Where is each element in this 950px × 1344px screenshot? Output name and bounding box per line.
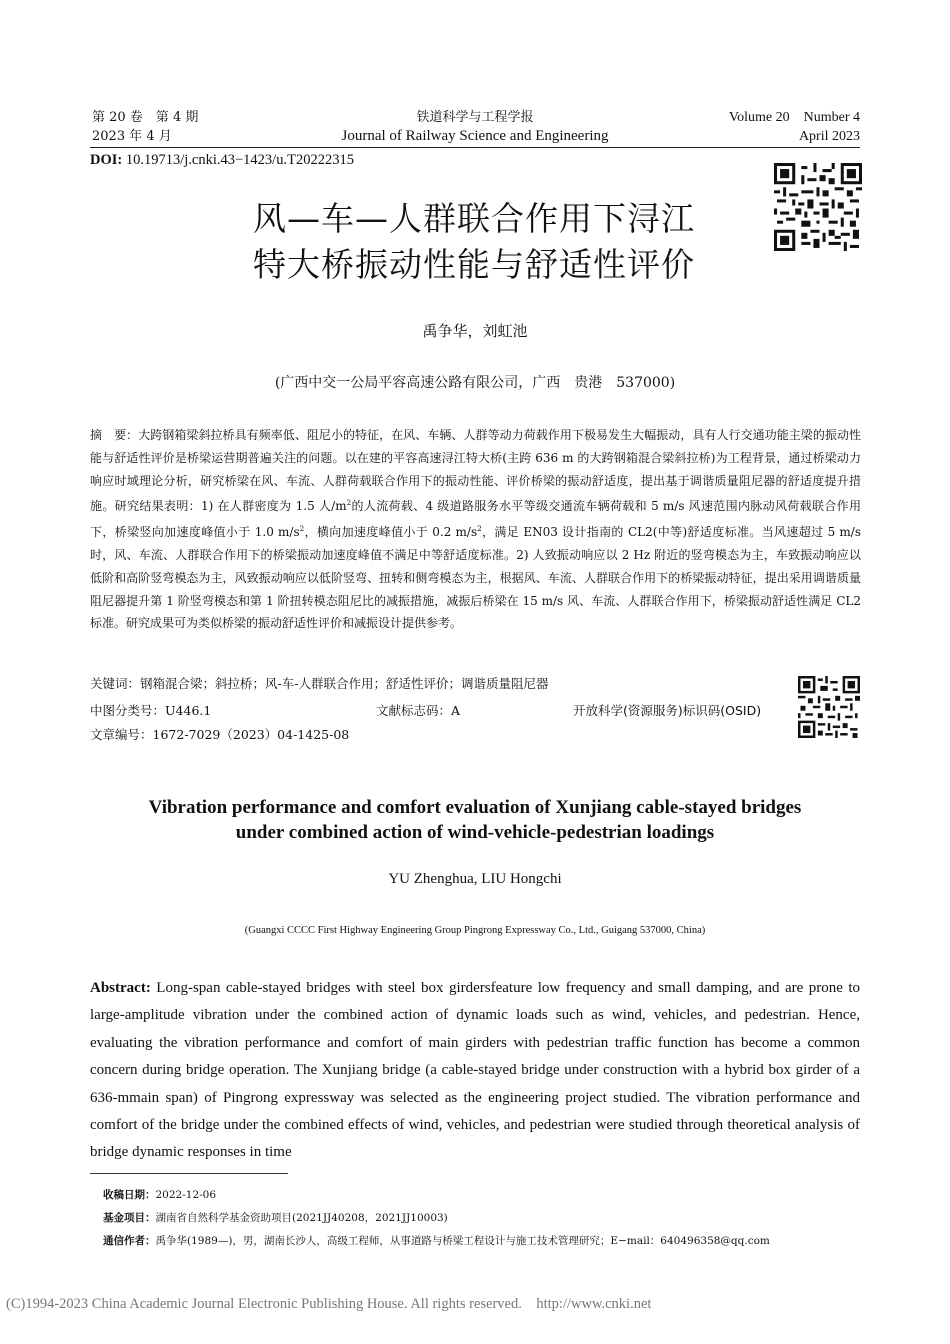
abstract-cn-part3: ，横向加速度峰值小于 0.2 m/s [304,525,478,540]
article-number-label: 文章编号： [90,727,153,742]
footnotes [103,1184,863,1253]
date-cn: 2023 年 4 月 [92,129,172,144]
affiliation-en: (Guangxi CCCC First Highway Engineering Group Pingrong Expressway Co., Ltd., Guigang 537000, China) [244,925,706,936]
doi-line [90,152,354,169]
abstract-en-text: Long-span cable-stayed bridges with steel box girdersfeature low frequency and small damping, and are prone to large-amplitude vibration under the combined action of dynamic loads such as wind, vehicles, and pedestrian. Hence, evaluating the vibration performance and comfort of main girders with pedestrian traffic function has become a common concern during bridge operation. The Xunjiang bridge (a cable-stayed bridge under construction with a hybrid box girder of a 636-mmain span) of Pingrong expressway was selected as the engineering project studied. The vibration performance and comfort of the bridge under the combined effects of wind, vehicles, and pedestrian were studied through theoretical analysis of bridge dynamic responses in time [90,980,860,1161]
classification [90,701,211,721]
doc-code [376,701,460,721]
footnote-author-label: 通信作者： [103,1235,156,1247]
doi-value: 10.19713/j.cnki.43−1423/u.T20222315 [122,152,354,168]
abstract-cn-part2: 的人流荷载、4 级道路服务水平等级交通流车辆荷载和 5 m/s 风速范围内脉动风荷载联合作用下，桥梁竖向加速度峰值小于 1.0 m/s [90,499,861,540]
footnote-fund-value: 湖南省自然科学基金资助项目(2021JJ40208，2021JJ10003) [155,1212,448,1224]
copyright-notice: (C)1994-2023 China Academic Journal Electronic Publishing House. All rights reserved. http://www.cnki.net [6,1296,652,1312]
keywords-value: 钢箱混合梁；斜拉桥；风-车-人群联合作用；舒适性评价；调谐质量阻尼器 [140,676,549,691]
affiliation-cn: (广西中交一公局平容高速公路有限公司，广西 贵港 537000) [274,375,676,391]
abstract-cn-sup3: 2 [477,524,482,534]
keywords [90,674,790,694]
volume-issue-en: Volume 20 Number 4 [728,110,860,125]
header-rule [90,147,860,148]
title-en-line2: under combined action of wind-vehicle-pedestrian loadings [235,822,715,843]
footnote-received-label: 收稿日期： [103,1189,156,1201]
title-en-line1: Vibration performance and comfort evaluation of Xunjiang cable-stayed bridges [148,797,802,818]
abstract-cn-label: 摘 要： [90,428,139,442]
qr-code-graphic-osid [798,676,860,738]
classification-value: U446.1 [165,703,212,718]
doc-code-label: 文献标志码： [376,703,452,718]
doi-label: DOI: [90,152,123,168]
title-en [60,795,890,845]
footnote-rule [90,1173,288,1174]
osid-qr-code-icon [798,676,860,738]
date-en: April 2023 [798,129,860,144]
header-left [92,108,198,146]
article-number [90,725,349,745]
abstract-en [90,975,860,1167]
footnote-received-value: 2022-12-06 [155,1189,217,1201]
qr-code-graphic-top [774,163,862,251]
article-number-value: 1672-7029（2023）04-1425-08 [152,727,350,742]
title-cn-line2: 特大桥振动性能与舒适性评价 [253,245,695,284]
footnote-author [103,1230,863,1253]
abstract-cn-part4: ，满足 EN03 设计指南的 CL2(中等)舒适度标准。当风速超过 5 m/s 时，风、车流、人群联合作用下的桥梁振动加速度峰值不满足中等舒适度标准。2) 人致振动响应以 2 Hz 附近的竖弯模态为主，车致振动响应以低阶和高阶竖弯模态为主，风致振动响应以低阶竖弯、扭转和侧弯模态为主，根据风、车流、人群联合作用下的桥梁振动特征，提出采用调谐质量阻尼器提升第 1 阶竖弯模态和第 1 阶扭转模态阻尼比的减振措施，减振后桥梁在 15 m/s 风、车流、人群联合作用下，桥梁振动舒适性满足 CL2 标准。研究成果可为类似桥梁的振动舒适性评价和减振设计提供参考。 [90,525,862,631]
doc-code-value: A [451,703,461,718]
footnote-author-value: 禹争华(1989—)，男，湖南长沙人，高级工程师，从事道路与桥梁工程设计与施工技术管理研究；E−mail：640496358@qq.com [155,1235,770,1247]
abstract-cn [90,424,861,635]
abstract-cn-sup2: 2 [299,524,305,534]
footnote-fund [103,1207,863,1230]
header-right [729,108,860,146]
abstract-en-label: Abstract: [90,980,151,996]
title-cn-line1: 风—车—人群联合作用下浔江 [253,199,695,238]
footnote-received [103,1184,863,1207]
footnote-fund-label: 基金项目： [103,1212,156,1224]
title-cn [253,196,695,288]
keywords-label: 关键词： [90,676,141,691]
classification-label: 中图分类号： [90,703,166,718]
abstract-cn-sup1: 2 [346,498,352,508]
header-center [280,108,670,146]
authors-en: YU Zhenghua, LIU Hongchi [388,871,562,887]
abstract-cn-part1: 大跨钢箱梁斜拉桥具有频率低、阻尼小的特征，在风、车辆、人群等动力荷载作用下极易发生大幅振动，具有人行交通功能主梁的振动性能与舒适性评价是桥梁运营期普遍关注的问题。以在建的平容高速浔江特大桥(主跨 636 m 的大跨钢箱混合梁斜拉桥)为工程背景，通过桥梁动力响应时域理论分析，研究桥梁在风、车流、人群荷载联合作用下的振动性能、评价桥梁的振动舒适度，提出基于调谐质量阻尼器的舒适度提升措施。研究结果表明：1) 在人群密度为 1.5 人/m [90,428,861,514]
journal-name-cn: 铁道科学与工程学报 [416,110,534,125]
qr-code-icon [774,163,862,251]
authors-cn: 禹争华，刘虹池 [422,322,528,340]
journal-name-en: Journal of Railway Science and Engineering [341,128,609,144]
osid-label: 开放科学(资源服务)标识码(OSID) [573,703,762,718]
volume-issue-cn: 第 20 卷 第 4 期 [92,110,199,125]
